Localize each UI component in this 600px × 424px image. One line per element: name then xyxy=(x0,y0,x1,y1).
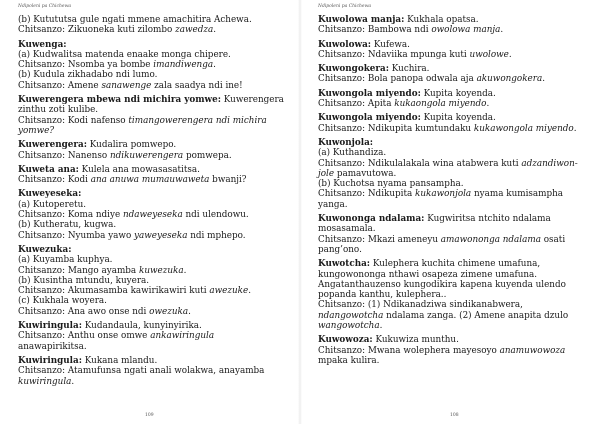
example-word: imandiwenga xyxy=(153,60,214,71)
example-word: jole xyxy=(318,168,335,179)
text-run: . xyxy=(213,60,216,71)
text-run: anawapirikitsa. xyxy=(18,341,87,352)
example-word: yomwe? xyxy=(18,125,55,136)
example-word: anamuwowoza xyxy=(499,345,566,356)
text-run: Chitsanzo: Akumasamba kawirikawiri kuti xyxy=(18,286,210,297)
text-line xyxy=(318,74,586,84)
headword: Kuweyeseka: xyxy=(18,189,82,200)
text-line xyxy=(318,148,586,158)
example-word: sanawenge xyxy=(101,80,152,91)
text-line xyxy=(18,95,288,105)
text-run: nyama kumisampha xyxy=(471,189,564,200)
text-run: ndi mphepo. xyxy=(187,230,246,241)
text-run: (a) Kuthandiza. xyxy=(318,148,387,159)
example-word: ankawiringula xyxy=(150,331,215,342)
text-run: Chitsanzo: Zikuoneka kuti zilombo xyxy=(18,25,176,36)
text-line xyxy=(318,113,586,123)
text-line xyxy=(18,81,288,91)
text-run: yanga. xyxy=(318,199,348,210)
running-head-left: Ndipoleni pa Chichewa xyxy=(18,4,72,9)
text-line xyxy=(18,40,288,50)
example-word: yaweyeseka xyxy=(134,230,188,241)
text-line xyxy=(18,165,288,175)
example-word: uwolowe xyxy=(469,49,509,60)
text-line xyxy=(318,189,586,199)
text-line xyxy=(18,175,288,185)
text-run: Kukhala opatsa. xyxy=(404,15,479,25)
text-line xyxy=(318,270,586,280)
text-line xyxy=(318,40,586,50)
text-run: mosasamala. xyxy=(318,224,376,235)
text-line xyxy=(18,50,288,60)
headword: Kuwenga: xyxy=(18,39,67,50)
text-run: pomwepa. xyxy=(183,150,232,161)
text-line xyxy=(318,25,586,35)
text-run: . xyxy=(71,376,75,387)
text-run: (a) Kuyamba kuphya. xyxy=(18,255,113,266)
text-run: . xyxy=(248,286,252,297)
headword: Kuwezuka: xyxy=(18,244,72,255)
text-line xyxy=(318,64,586,74)
text-run: Kugwiritsa ntchito ndalama xyxy=(424,214,551,225)
text-run: Chitsanzo: Atamufunsa ngati anali wolakwa, anayamba xyxy=(18,366,265,377)
text-run: Kupita koyenda. xyxy=(420,113,496,124)
headword: Kuwongokera: xyxy=(318,64,389,75)
text-line xyxy=(18,307,288,317)
text-run: Chitsanzo: Kodi nafenso xyxy=(18,115,129,126)
text-run: zinthu zoti kulibe. xyxy=(18,105,99,116)
text-run: mpaka kulira. xyxy=(318,355,380,366)
text-run: Chitsanzo: Ana awo onse ndi xyxy=(18,306,150,317)
text-run: (b) Kudula zikhadabo ndi lumo. xyxy=(18,70,158,81)
text-line xyxy=(318,300,586,310)
text-line xyxy=(18,331,288,341)
headword: Kuwerengera mbewa ndi michira yomwe: xyxy=(18,95,221,106)
text-line xyxy=(18,286,288,296)
headword: Kuwiringula: xyxy=(18,321,82,332)
text-run: bwanji? xyxy=(209,175,247,186)
example-word: ndaweyeseka xyxy=(122,210,183,221)
example-word: zawedza xyxy=(175,25,214,36)
text-line xyxy=(318,200,586,210)
running-head-right: Ndipoleni pa Chichewa xyxy=(318,4,372,9)
headword: Kuwononga ndalama: xyxy=(318,214,425,225)
text-run: Chitsanzo: Anthu onse omwe xyxy=(18,331,151,342)
example-word: kukawonjola xyxy=(415,189,472,200)
text-run: kungowononga nthawi osapeza zimene umafuna. xyxy=(318,269,538,280)
text-run: ndalama zanga. (2) Amene anapita dzulo xyxy=(383,310,569,321)
text-line xyxy=(18,220,288,230)
example-word: kukaongola miyendo xyxy=(394,99,487,110)
text-run: Chitsanzo: Nsomba ya bombe xyxy=(18,60,154,71)
text-line xyxy=(318,290,586,300)
text-run: Chitsanzo: Mkazi ameneyu xyxy=(318,234,441,245)
text-line xyxy=(18,296,288,306)
text-line xyxy=(18,276,288,286)
text-run: Kudalira pomwepo. xyxy=(86,140,177,151)
text-run: Chitsanzo: Amene xyxy=(18,80,102,91)
headword: Kuweta ana: xyxy=(18,164,79,175)
text-line xyxy=(318,335,586,345)
text-line xyxy=(318,99,586,109)
text-line xyxy=(318,169,586,179)
text-line xyxy=(18,210,288,220)
text-line xyxy=(318,179,586,189)
text-run: Chitsanzo: Koma ndiye xyxy=(18,210,123,221)
text-run: Kukana mlandu. xyxy=(81,355,158,366)
text-run: Kulela ana mowasasatitsa. xyxy=(78,164,200,175)
page-number-right: 108 xyxy=(450,413,459,418)
example-word: akuwongokera xyxy=(476,74,543,85)
text-run: Chitsanzo: Apita xyxy=(318,99,395,110)
text-run: . xyxy=(573,123,577,134)
left-page-text xyxy=(18,15,288,387)
text-line xyxy=(318,245,586,255)
text-run: (b) Kuchotsa nyama pansampha. xyxy=(318,179,464,190)
text-run: Chitsanzo: Nyumba yawo xyxy=(18,230,135,241)
text-line xyxy=(18,245,288,255)
text-line xyxy=(18,189,288,199)
text-run: (a) Kutoperetu. xyxy=(18,199,87,210)
headword: Kuwolowa: xyxy=(318,39,372,50)
text-run: (b) Kutututsa gule ngati mmene amachitira Achewa. xyxy=(18,15,252,25)
example-word: ana anuwa mumauwaweta xyxy=(90,175,210,186)
example-word: kuwiringula xyxy=(18,376,72,387)
example-word: adzandiwon- xyxy=(521,158,578,169)
text-run: Chitsanzo: Nanenso xyxy=(18,150,110,161)
text-run: . xyxy=(542,74,546,85)
text-line xyxy=(18,140,288,150)
text-run: Chitsanzo: Ndikupita xyxy=(318,189,416,200)
text-run: Kupita koyenda. xyxy=(420,88,496,99)
text-run: (c) Kukhala woyera. xyxy=(18,296,107,307)
text-line xyxy=(18,255,288,265)
text-line xyxy=(318,214,586,224)
example-word: kukawongola miyendo xyxy=(473,123,574,134)
text-line xyxy=(318,346,586,356)
example-word: ndikuwerengera xyxy=(109,150,184,161)
text-line xyxy=(18,342,288,352)
text-line xyxy=(18,266,288,276)
right-page xyxy=(300,0,600,424)
text-run: zala saadya ndi ine! xyxy=(151,80,243,91)
text-run: ndi ulendowu. xyxy=(182,210,249,221)
text-run: . xyxy=(213,25,217,36)
text-run: Chitsanzo: (1) Ndikanadziwa sindikanabwera, xyxy=(318,300,523,311)
text-line xyxy=(18,60,288,70)
headword: Kuwotcha: xyxy=(318,259,371,270)
text-run: Chitsanzo: Bambowa ndi xyxy=(318,25,432,36)
text-run: Chitsanzo: Ndikupita kumtundaku xyxy=(318,123,474,134)
example-word: ndangowotcha xyxy=(318,310,384,321)
text-line xyxy=(318,138,586,148)
text-line xyxy=(318,50,586,60)
text-run: . xyxy=(508,49,512,60)
text-line xyxy=(18,321,288,331)
text-line xyxy=(318,159,586,169)
text-run: Chitsanzo: Bola panopa odwala aja xyxy=(318,74,477,85)
text-line xyxy=(318,280,586,290)
text-line xyxy=(318,124,586,134)
text-line xyxy=(18,151,288,161)
example-word: wangowotcha xyxy=(318,321,380,332)
example-word: kuwezuka xyxy=(138,265,184,276)
text-line xyxy=(18,25,288,35)
right-page-text xyxy=(318,15,586,366)
example-word: owezuka xyxy=(149,306,189,317)
text-run: Kuchira. xyxy=(388,64,430,75)
text-line xyxy=(318,235,586,245)
headword: Kuwolowa manja: xyxy=(318,15,405,25)
text-line xyxy=(18,366,288,376)
text-run: Kulephera kuchita chimene umafuna, xyxy=(370,259,541,270)
text-run: (b) Kusintha mtundu, kuyera. xyxy=(18,275,150,286)
text-line xyxy=(18,200,288,210)
text-line xyxy=(318,356,586,366)
headword: Kuwiringula: xyxy=(18,355,82,366)
text-run: Angatanthauzenso kungodikira kapena kuyenda ulendo xyxy=(318,279,566,290)
text-run: (a) Kudwalitsa matenda enaake monga chipere. xyxy=(18,49,231,60)
text-run: pang’ono. xyxy=(318,244,362,255)
headword: Kuwonjola: xyxy=(318,137,374,148)
text-line xyxy=(18,105,288,115)
text-line xyxy=(18,15,288,25)
text-line xyxy=(18,70,288,80)
text-run: . xyxy=(379,321,383,332)
example-word: amawononga ndalama xyxy=(440,234,541,245)
text-run: Kuwerengera xyxy=(220,95,284,106)
text-line xyxy=(318,224,586,234)
text-run: Chitsanzo: Mango ayamba xyxy=(18,265,139,276)
text-run: . xyxy=(188,306,191,317)
text-line xyxy=(318,259,586,269)
text-run: Chitsanzo: Ndaviika mpunga kuti xyxy=(318,49,470,60)
text-run: . xyxy=(183,265,187,276)
text-line xyxy=(318,89,586,99)
text-run: pamavutowa. xyxy=(334,168,397,179)
text-line xyxy=(318,321,586,331)
headword: Kuwongola miyendo: xyxy=(318,88,421,99)
text-run: . xyxy=(486,99,490,110)
text-run: osati xyxy=(540,234,566,245)
example-word: awezuke xyxy=(209,286,249,297)
text-line xyxy=(18,231,288,241)
text-run: Kufewa. xyxy=(371,39,410,50)
text-line xyxy=(318,311,586,321)
text-run: Kudandaula, kunyinyirika. xyxy=(81,321,202,332)
text-run: . xyxy=(500,25,504,36)
page-number-left: 109 xyxy=(145,413,154,418)
text-run: Kukuwiza munthu. xyxy=(372,335,459,346)
text-line xyxy=(318,15,586,25)
headword: Kuwowoza: xyxy=(318,335,373,346)
text-line xyxy=(18,126,288,136)
text-run: popanda kanthu, kulephera.. xyxy=(318,290,447,301)
text-line xyxy=(18,377,288,387)
text-line xyxy=(18,356,288,366)
text-run: (b) Kutheratu, kugwa. xyxy=(18,220,117,231)
text-run: Chitsanzo: Mwana wolephera mayesoyo xyxy=(318,345,500,356)
headword: Kuwerengera: xyxy=(18,140,87,151)
text-run: Chitsanzo: Ndikulalakala wina atabwera kuti xyxy=(318,158,522,169)
text-line xyxy=(18,116,288,126)
example-word: timangowerengera ndi michira xyxy=(128,115,267,126)
headword: Kuwongola miyendo: xyxy=(318,113,421,124)
example-word: owolowa manja xyxy=(431,25,501,36)
text-run: Chitsanzo: Kodi xyxy=(18,175,91,186)
